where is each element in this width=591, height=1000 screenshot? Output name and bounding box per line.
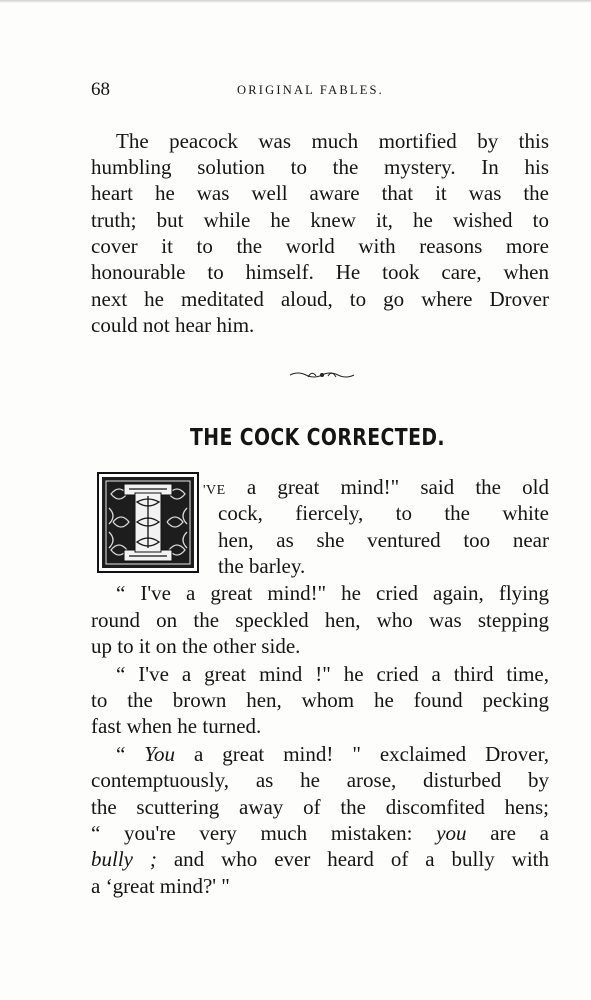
text-line [116,741,549,767]
dropcap-continuation: 'VE [203,483,226,498]
text-line: next he meditated aloud, to go where Drover [91,287,549,311]
text-line: “ I've a great mind!" he cried again, flying [116,581,549,605]
text-line: honourable to himself. He took care, when [91,260,549,284]
text-line: a ‘great mind?' " [91,874,230,898]
page-number: 68 [91,79,110,100]
text-line: fast when he turned. [91,714,262,738]
text-line: hen, as she ventured too near [218,528,549,552]
emphasis: You [144,742,176,766]
text-line: The peacock was much mortified by this [116,129,549,153]
text-run: a great mind! " exclaimed Drover, [175,742,549,766]
text-line: heart he was well aware that it was the [91,181,549,205]
running-title: ORIGINAL FABLES. [237,83,385,97]
text-line [91,820,549,846]
text-run: a great mind!" said the old [225,475,549,499]
text-line: cock, fiercely, to the white [218,501,549,525]
text-line: humbling solution to the mystery. In his [91,155,549,179]
text-line: the barley. [218,554,306,578]
text-line: round on the speckled hen, who was stepping [91,608,549,632]
page-edge [0,0,591,3]
text-line [91,846,549,872]
text-line: contemptuously, as he arose, disturbed by [91,768,549,792]
text-run: and who ever heard of a bully with [156,847,549,871]
text-line: to the brown hen, whom he found pecking [91,688,549,712]
text-line: truth; but while he knew it, he wished to [91,208,549,232]
text-run: are a [466,821,549,845]
text-run: “ [116,742,145,766]
text-line: cover it to the world with reasons more [91,234,549,258]
section-title: THE COCK CORRECTED. [190,425,446,451]
text-line: “ I've a great mind !" he cried a third time, [116,662,549,686]
emphasis: you [436,821,467,845]
text-run: “ you're very much mistaken: [91,821,437,845]
dropcap-ornament [97,472,199,573]
text-line: up to it on the other side. [91,634,301,658]
ornament-divider [288,368,356,382]
text-line: the scuttering away of the discomfited hens; [91,795,549,819]
emphasis: bully ; [91,847,157,871]
running-header [91,79,553,105]
text-line: could not hear him. [91,313,255,337]
